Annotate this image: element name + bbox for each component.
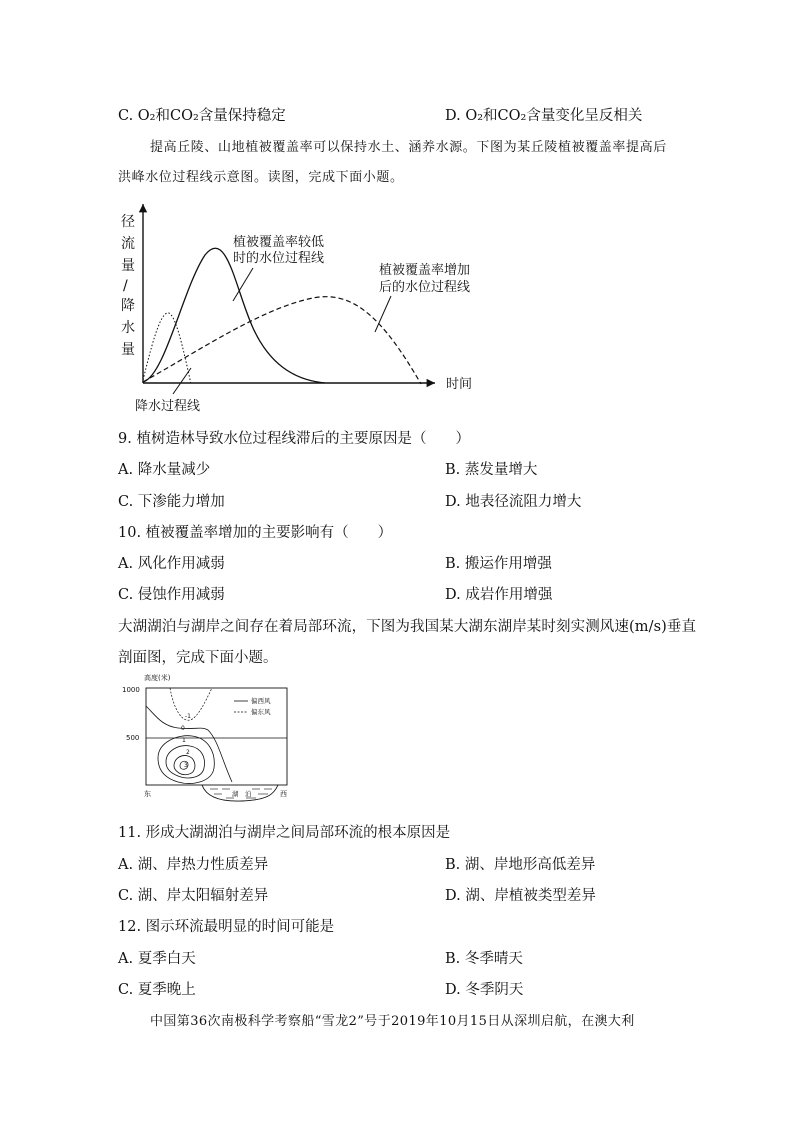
q12-stem: 12. 图示环流最明显的时间可能是: [118, 919, 335, 935]
q11-option-a: A. 湖、岸热力性质差异: [118, 857, 269, 873]
q12-option-d: D. 冬季阴天: [445, 982, 524, 998]
contour-label-3: 3: [184, 762, 188, 769]
svg-text:流: 流: [121, 236, 135, 252]
rainfall-curve: [143, 313, 191, 384]
hydrograph-figure: [113, 198, 473, 416]
q11-option-d: D. 湖、岸植被类型差异: [445, 888, 596, 904]
q12-option-c: C. 夏季晚上: [118, 982, 196, 998]
q10-option-a: A. 风化作用减弱: [118, 556, 225, 572]
leader-rain: [173, 368, 191, 394]
svg-text:/: /: [123, 278, 128, 294]
label-east: 东: [144, 790, 151, 798]
svg-text:量: 量: [121, 342, 135, 358]
label-low-line1: 植被覆盖率较低: [233, 235, 325, 250]
q12-option-a: A. 夏季白天: [118, 951, 196, 967]
q11-option-c: C. 湖、岸太阳辐射差异: [118, 888, 269, 904]
tick-1000: 1000: [122, 686, 140, 694]
q9-option-b: B. 蒸发量增大: [445, 462, 538, 478]
intro3-line1: 中国第36次南极科学考察船“雪龙2”号于2019年10月15日从深圳启航，在澳大利: [150, 1014, 635, 1029]
q11-option-b: B. 湖、岸地形高低差异: [445, 857, 596, 873]
y-axis-label: [121, 214, 135, 358]
q9-option-d: D. 地表径流阻力增大: [445, 494, 582, 510]
contour-label-2: 2: [186, 749, 190, 756]
contour-label-0: 0: [181, 725, 185, 732]
q10-option-d: D. 成岩作用增强: [445, 587, 553, 603]
intro2-line1: 大湖湖泊与湖岸之间存在着局部环流，下图为我国某大湖东湖岸某时刻实测风速(m/s)垂直: [118, 619, 697, 635]
low-cover-curve: [143, 248, 325, 383]
intro2-line2: 剖面图，完成下面小题。: [118, 650, 278, 666]
contour-neg1: [170, 688, 212, 720]
intro1-line1: 提高丘陵、山地植被覆盖率可以保持水土、涵养水源。下图为某丘陵植被覆盖率提高后: [150, 140, 667, 155]
leader-low: [233, 268, 253, 301]
label-west: 西: [280, 790, 287, 798]
svg-text:量: 量: [121, 258, 135, 274]
contour-label-1: 1: [182, 737, 186, 744]
label-high-line2: 后的水位过程线: [379, 280, 471, 295]
fig2-ylabel: 高度(米): [144, 674, 171, 682]
svg-text:径: 径: [121, 214, 135, 230]
label-rain: 降水过程线: [135, 399, 201, 414]
q8-option-c: C. O₂和CO₂含量保持稳定: [118, 108, 286, 124]
wind-profile-figure: [122, 670, 302, 815]
contour-label-neg1: -1: [185, 713, 191, 720]
q10-option-c: C. 侵蚀作用减弱: [118, 587, 225, 603]
label-low-line2: 时的水位过程线: [233, 251, 325, 266]
intro1-line2: 洪峰水位过程线示意图。读图，完成下面小题。: [118, 170, 404, 185]
q10-stem: 10. 植被覆盖率增加的主要影响有（ ）: [118, 525, 393, 541]
q9-stem: 9. 植树造林导致水位过程线滞后的主要原因是（ ）: [118, 431, 470, 447]
q9-option-a: A. 降水量减少: [118, 462, 211, 478]
legend-east: 偏东风: [251, 708, 271, 716]
leader-high: [375, 296, 391, 332]
legend-west: 偏西风: [251, 697, 271, 705]
svg-text:降: 降: [121, 298, 135, 314]
label-lake: 湖 泊: [232, 790, 252, 798]
x-axis-label: 时间: [446, 377, 473, 392]
q10-option-b: B. 搬运作用增强: [445, 556, 552, 572]
q9-option-c: C. 下渗能力增加: [118, 494, 225, 510]
high-cover-curve: [143, 297, 421, 384]
q8-option-d: D. O₂和CO₂含量变化呈反相关: [445, 108, 643, 124]
label-high-line1: 植被覆盖率增加: [379, 263, 471, 278]
q11-stem: 11. 形成大湖湖泊与湖岸之间局部环流的根本原因是: [118, 825, 451, 841]
tick-500: 500: [126, 734, 140, 742]
q12-option-b: B. 冬季晴天: [445, 951, 523, 967]
svg-text:水: 水: [121, 320, 135, 336]
